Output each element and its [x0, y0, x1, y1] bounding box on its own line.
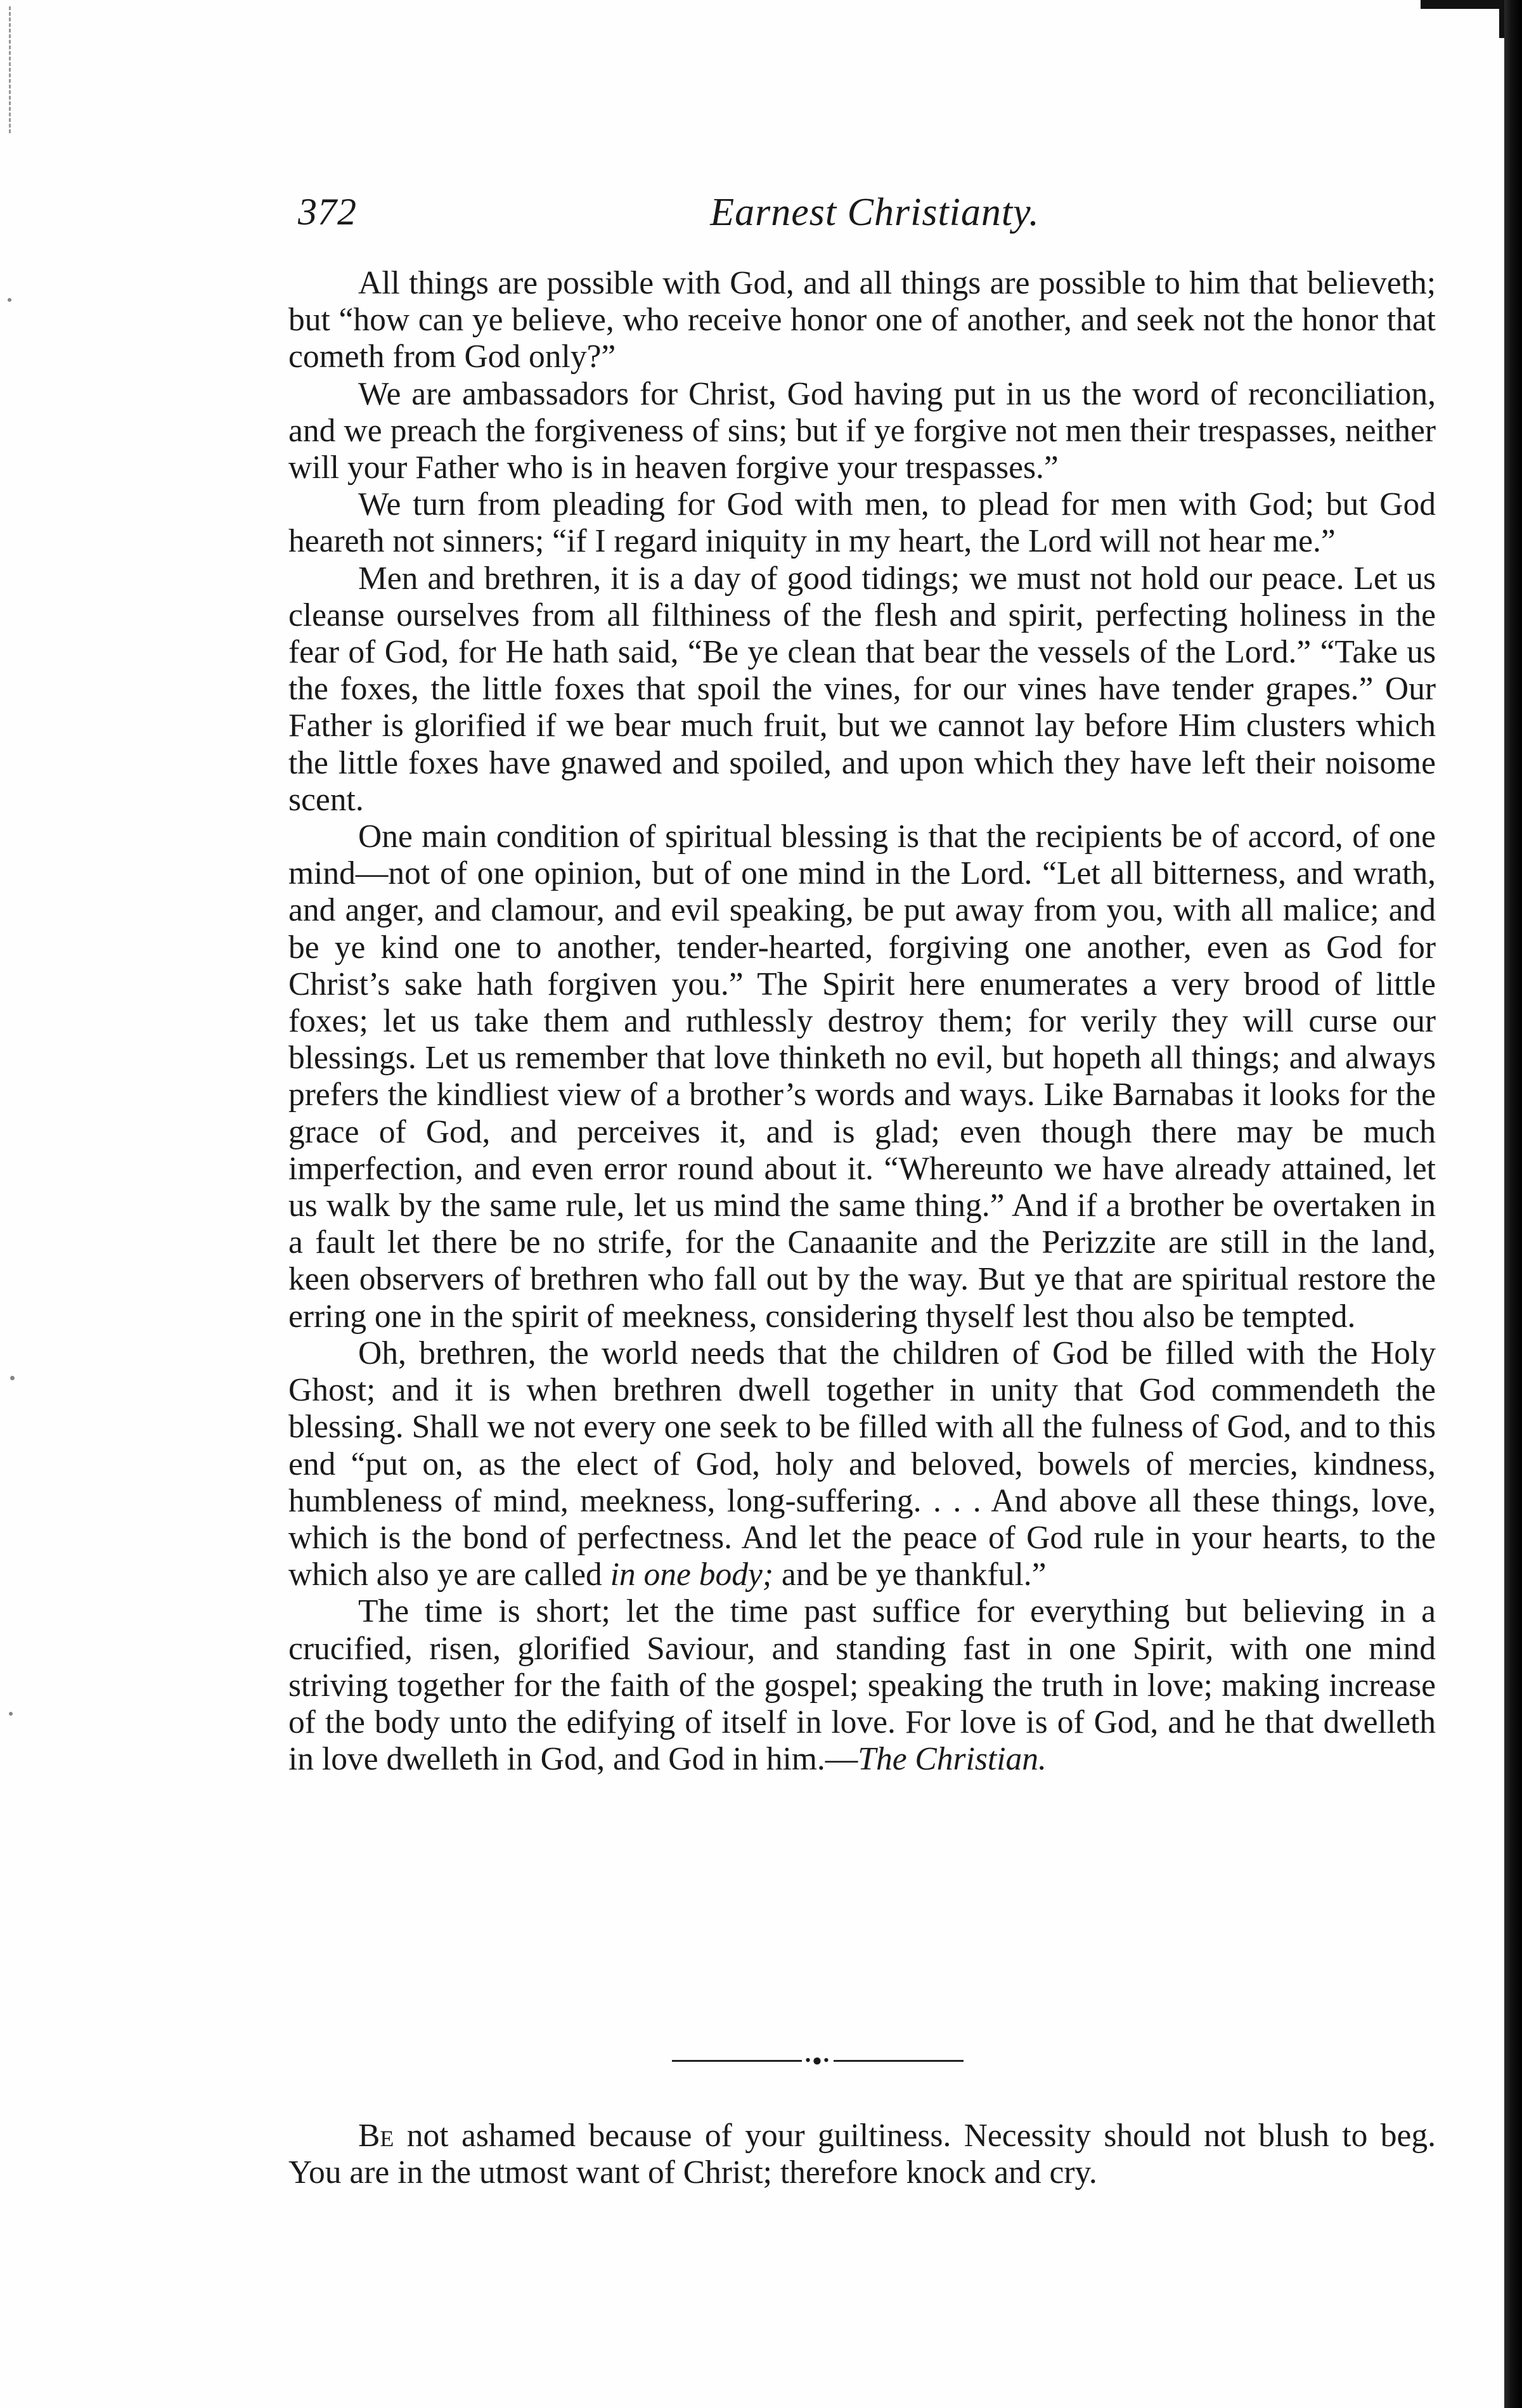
paragraph-6	[288, 1335, 1436, 1593]
article-body	[288, 265, 1436, 1778]
paragraph-6-text: Oh, brethren, the world needs that the children of God be filled with the Holy Ghost; and it is when brethren dwell together in unity that God commendeth the blessing. Shall we not every one seek to be filled with all the fulness of God, and to this end “put on, as the elect of God, holy and beloved, bowels of mercies, kindness, humbleness of mind, meekness, long-suffering. . . . And above all these things, love, which is the bond of perfectness. And let the peace of God rule in your hearts, to the which also ye are called	[288, 1335, 1436, 1593]
paragraph-2: We are ambassadors for Christ, God having put in us the word of reconciliation, and we preach the forgiveness of sins; but if ye forgive not men their trespasses, neither will your Father who is in heaven forgive your trespasses.”	[288, 375, 1436, 486]
divider-ornament: •●•	[805, 2051, 830, 2069]
page-number: 372	[298, 191, 357, 233]
running-title: Earnest Christianty.	[710, 191, 1040, 234]
divider-line-left	[672, 2060, 802, 2062]
closing-note	[288, 2118, 1436, 2191]
paragraph-6-end: and be ye thankful.”	[781, 1557, 1047, 1593]
paragraph-5: One main condition of spiritual blessing is that the recipients be of accord, of one mind—not of one opinion, but of one mind in the Lord. “Let all bitterness, and wrath, and anger, and clamour, and evil speaking, be put away from you, with all malice; and be ye kind one to another, tender-hearted, forgiving one another, even as God for Christ’s sake hath forgiven you.” The Spirit here enumerates a very brood of little foxes; let us take them and ruthlessly destroy them; for verily they will curse our blessings. Let us remember that love thinketh no evil, but hopeth all things; and always prefers the kindliest view of a brother’s words and ways. Like Barnabas it looks for the grace of God, and perceives it, and is glad; even though there may be much imperfection, and even error round about it. “Whereunto we have already attained, let us walk by the same rule, let us mind the same thing.” And if a brother be overtaken in a fault let there be no strife, for the Canaanite and the Perizzite are still in the land, keen observers of brethren who fall out by the way. But ye that are spiritual restore the erring one in the spirit of meekness, considering thyself lest thou also be tempted.	[288, 819, 1436, 1335]
paragraph-7-text: The time is short; let the time past suffice for everything but believing in a crucified, risen, glorified Saviour, and standing fast in one Spirit, with one mind striving together for the faith of the gospel; speaking the truth in love; making increase of the body unto the edifying of itself in love. For love is of God, and he that dwelleth in love dwelleth in God, and God in him.—	[288, 1593, 1436, 1778]
closing-paragraph	[288, 2118, 1436, 2191]
closing-text: not ashamed because of your guiltiness. Necessity should not blush to beg. You are in the utmost want of Christ; therefore knock and cry.	[288, 2118, 1436, 2191]
scan-margin-mark	[9, 6, 16, 133]
paragraph-1: All things are possible with God, and all things are possible to him that believeth; but “how can ye believe, who receive honor one of another, and seek not the honor that cometh from God only?”	[288, 265, 1436, 375]
scan-speck	[10, 1376, 15, 1380]
paragraph-6-italic: in one body;	[610, 1557, 774, 1593]
paragraph-3: We turn from pleading for God with men, to plead for men with God; but God heareth not sinners; “if I regard iniquity in my heart, the Lord will not hear me.”	[288, 486, 1436, 560]
section-divider	[672, 2051, 964, 2069]
divider-line-right	[834, 2060, 964, 2062]
scan-speck	[8, 298, 11, 302]
paragraph-4: Men and brethren, it is a day of good tidings; we must not hold our peace. Let us cleanse ourselves from all filthiness of the flesh and spirit, perfecting holiness in the fear of God, for He hath said, “Be ye clean that bear the vessels of the Lord.” “Take us the foxes, the little foxes that spoil the vines, for our vines have tender grapes.” Our Father is glorified if we bear much fruit, but we cannot lay before Him clusters which the little foxes have gnawed and spoiled, and upon which they have left their noisome scent.	[288, 560, 1436, 818]
closing-lead-word: Be	[358, 2118, 394, 2154]
binding-edge	[1504, 0, 1522, 2408]
source-attribution: The Christian.	[858, 1741, 1047, 1778]
paragraph-7	[288, 1593, 1436, 1778]
running-head	[298, 190, 1452, 247]
scan-speck	[9, 1712, 13, 1716]
